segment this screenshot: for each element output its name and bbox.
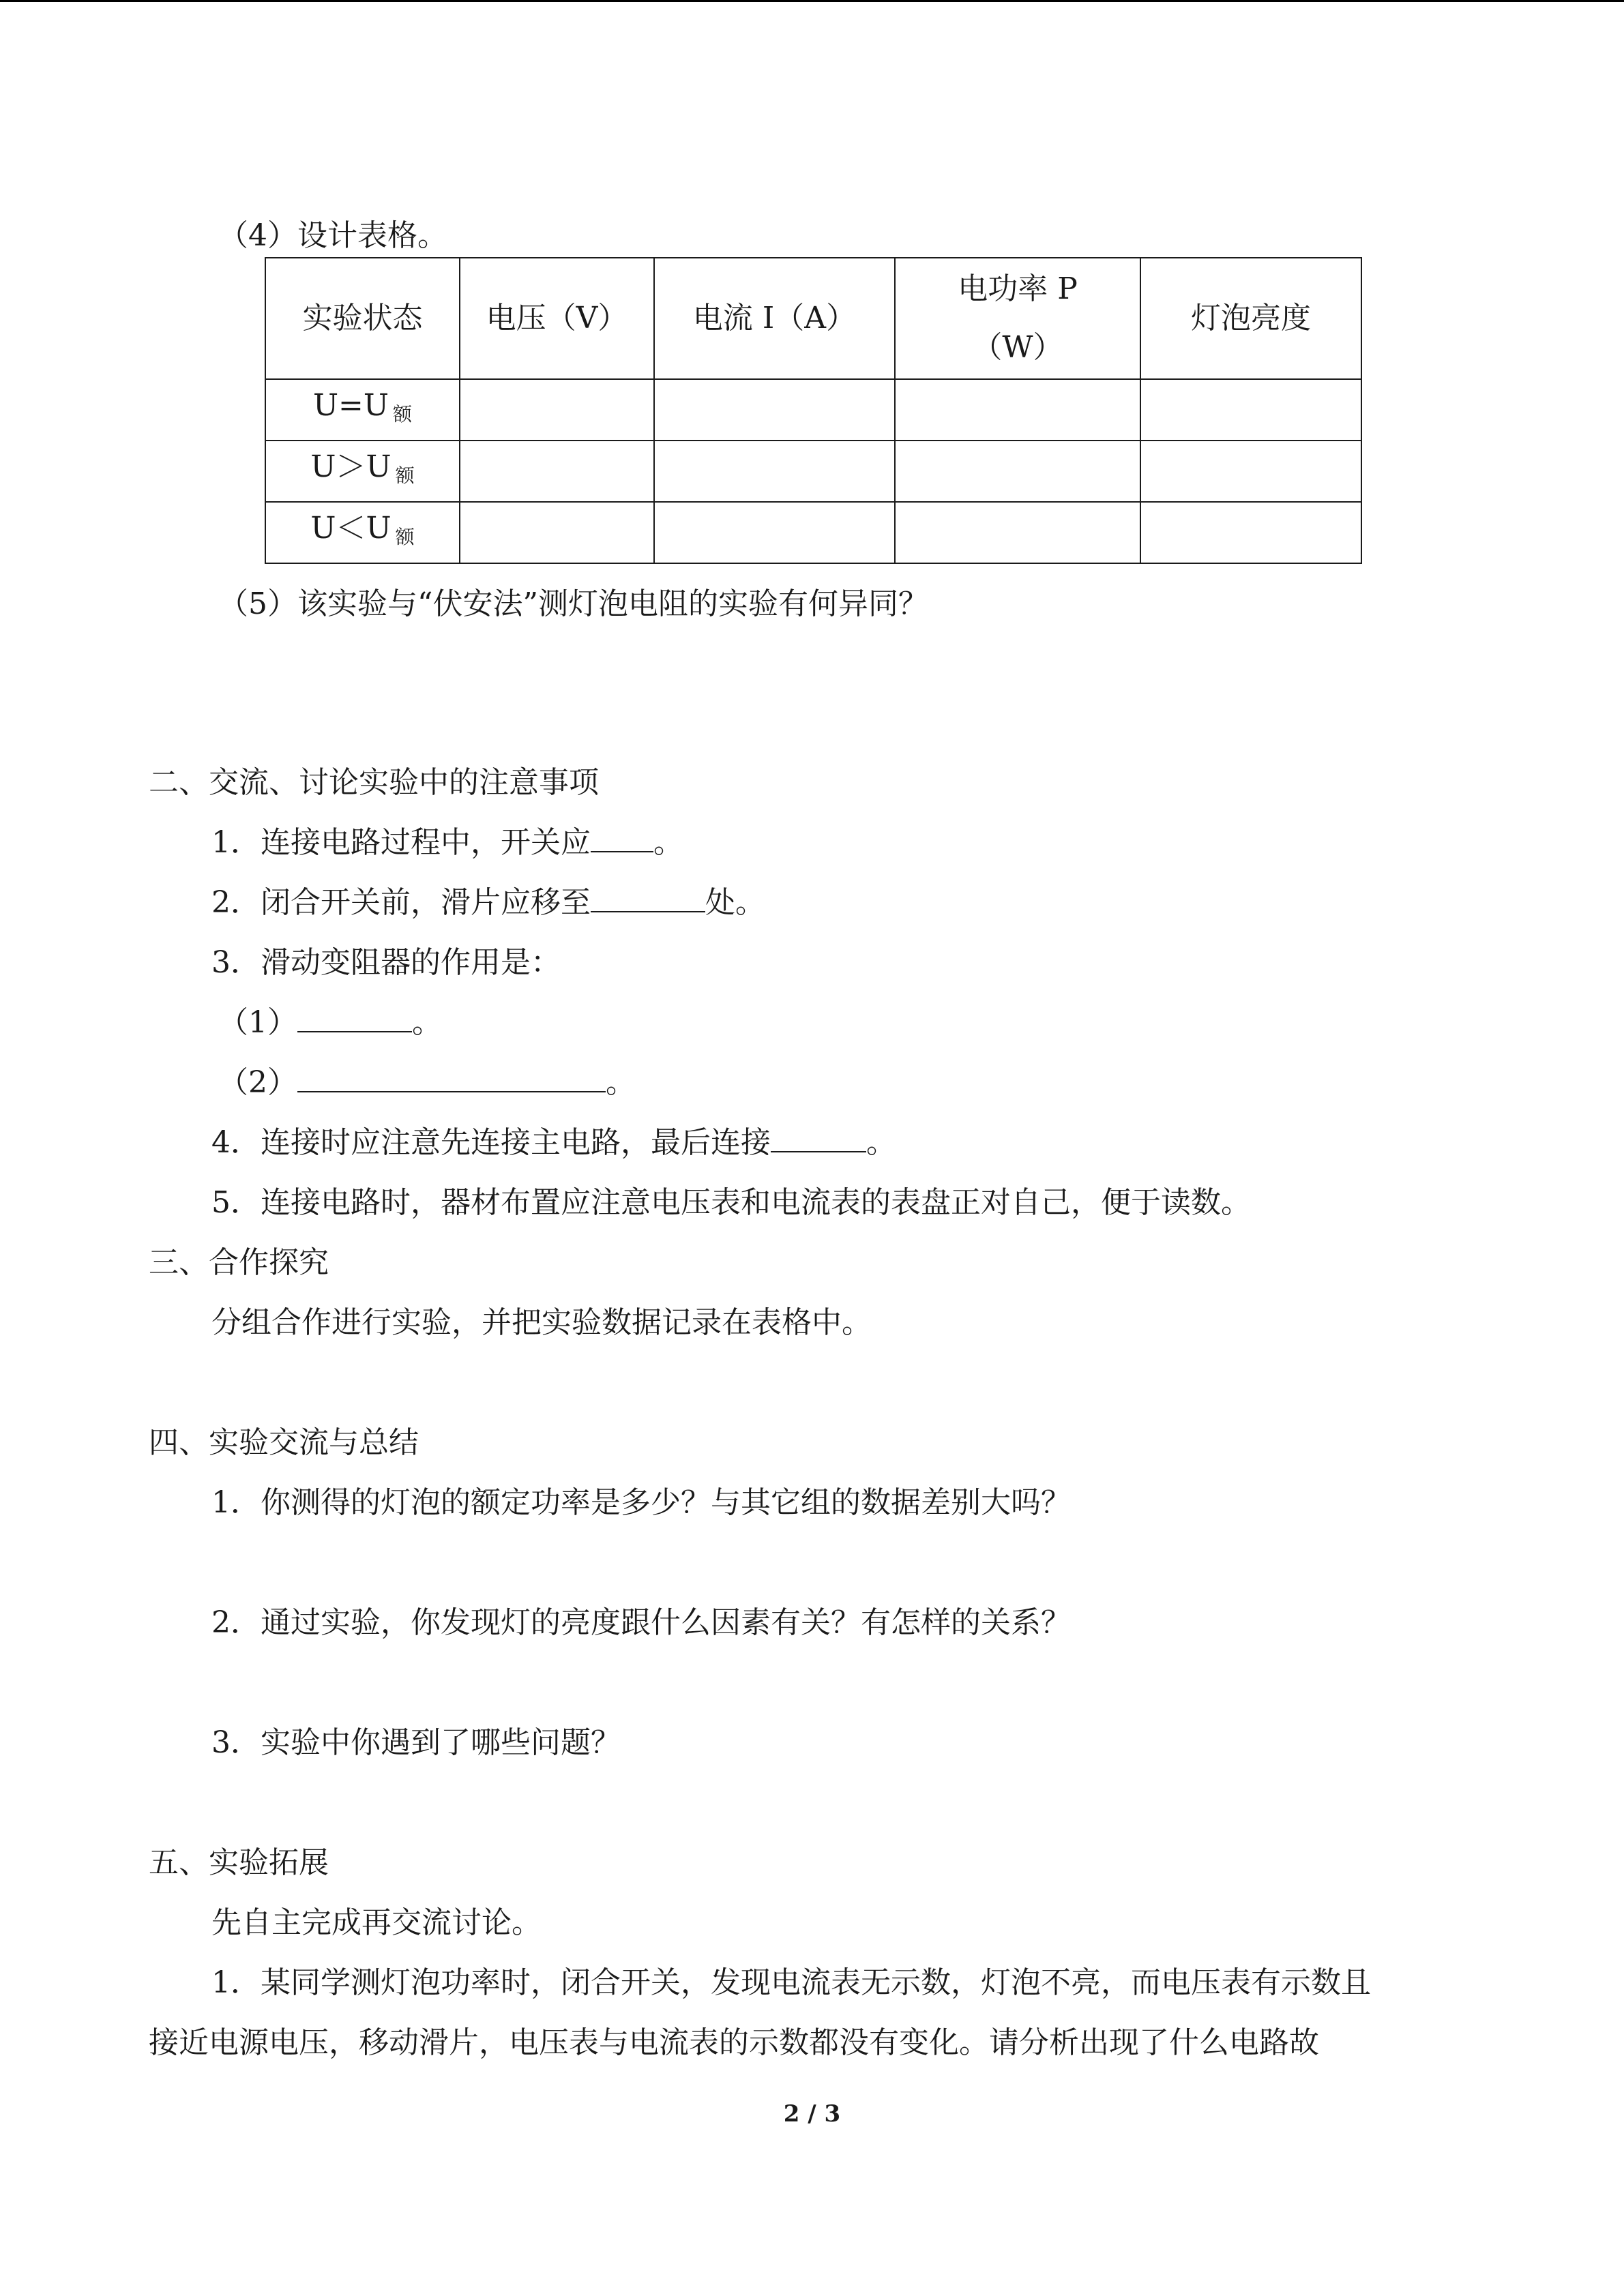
brightness-cell[interactable]: [1140, 502, 1361, 563]
power-cell[interactable]: [895, 502, 1140, 563]
header-brightness: 灯泡亮度: [1140, 258, 1361, 379]
current-cell[interactable]: [654, 379, 895, 441]
section-3-title: 三、合作探究: [149, 1245, 329, 1280]
header-power-unit: （W）: [972, 330, 1063, 365]
state-cell: [265, 502, 460, 563]
note-4: [211, 1124, 896, 1162]
note-3-sub-1: [218, 1004, 442, 1042]
summary-question-3: 3．实验中你遇到了哪些问题？: [211, 1725, 621, 1760]
voltage-cell[interactable]: [460, 379, 654, 441]
note-4-text: 4．连接时应注意先连接主电路，最后连接: [211, 1125, 771, 1160]
state-label: U＜U: [310, 510, 392, 546]
section-2-title: 二、交流、讨论实验中的注意事项: [149, 765, 599, 800]
sub-1-label: （1）: [218, 1005, 297, 1040]
note-2-text: 2．闭合开关前，滑片应移至: [211, 885, 591, 920]
header-current: 电流 I（A）: [654, 258, 895, 379]
voltage-cell[interactable]: [460, 441, 654, 502]
extension-paragraph-line-2: 接近电源电压，移动滑片，电压表与电流表的示数都没有变化。请分析出现了什么电路故: [149, 2025, 1319, 2060]
note-5: 5．连接电路时，器材布置应注意电压表和电流表的表盘正对自己，便于读数。: [211, 1185, 1251, 1220]
page-number: 2 / 3: [783, 2100, 841, 2128]
note-3-sub-2: [218, 1064, 636, 1102]
header-power-label: 电功率 P: [958, 271, 1078, 306]
note-1: [211, 824, 683, 862]
page-top-border: [0, 0, 1624, 2]
power-cell[interactable]: [895, 441, 1140, 502]
state-label: U=U: [312, 387, 389, 423]
header-state: 实验状态: [265, 258, 460, 379]
table-row: [265, 502, 1361, 563]
sub-1-end: 。: [412, 1005, 442, 1040]
state-cell: [265, 441, 460, 502]
power-cell[interactable]: [895, 379, 1140, 441]
current-cell[interactable]: [654, 502, 895, 563]
state-subscript: 额: [395, 464, 415, 487]
state-subscript: 额: [393, 402, 413, 426]
section-5-title: 五、实验拓展: [149, 1845, 329, 1880]
current-cell[interactable]: [654, 441, 895, 502]
note-1-end: 。: [653, 825, 683, 860]
summary-question-1: 1．你测得的灯泡的额定功率是多少？与其它组的数据差别大吗？: [211, 1485, 1071, 1520]
note-1-text: 1．连接电路过程中，开关应: [211, 825, 591, 860]
fill-blank[interactable]: [771, 1124, 866, 1152]
section-5-intro: 先自主完成再交流讨论。: [211, 1905, 542, 1940]
section-4-title: 四、实验交流与总结: [149, 1425, 419, 1460]
fill-blank[interactable]: [297, 1004, 412, 1032]
design-table: [265, 257, 1362, 564]
question-4: （4）设计表格。: [218, 218, 447, 253]
brightness-cell[interactable]: [1140, 379, 1361, 441]
table-header-row: [265, 258, 1361, 379]
note-4-end: 。: [866, 1125, 896, 1160]
fill-blank[interactable]: [591, 884, 705, 912]
state-cell: [265, 379, 460, 441]
fill-blank[interactable]: [297, 1064, 606, 1092]
note-2-end: 处。: [705, 885, 765, 920]
extension-paragraph-line-1: 1．某同学测灯泡功率时，闭合开关，发现电流表无示数，灯泡不亮，而电压表有示数且: [211, 1965, 1371, 2000]
question-5: （5）该实验与“伏安法”测灯泡电阻的实验有何异同？: [218, 586, 928, 621]
note-2: [211, 884, 765, 922]
brightness-cell[interactable]: [1140, 441, 1361, 502]
table-row: [265, 379, 1361, 441]
note-3: 3．滑动变阻器的作用是：: [211, 945, 561, 980]
header-power: [895, 258, 1140, 379]
table-row: [265, 441, 1361, 502]
sub-2-end: 。: [606, 1065, 636, 1100]
section-3-body: 分组合作进行实验，并把实验数据记录在表格中。: [211, 1305, 872, 1340]
voltage-cell[interactable]: [460, 502, 654, 563]
header-voltage: 电压（V）: [460, 258, 654, 379]
fill-blank[interactable]: [591, 824, 653, 852]
state-subscript: 额: [395, 525, 415, 548]
state-label: U＞U: [310, 449, 392, 484]
summary-question-2: 2．通过实验，你发现灯的亮度跟什么因素有关？有怎样的关系？: [211, 1605, 1071, 1640]
sub-2-label: （2）: [218, 1065, 297, 1100]
